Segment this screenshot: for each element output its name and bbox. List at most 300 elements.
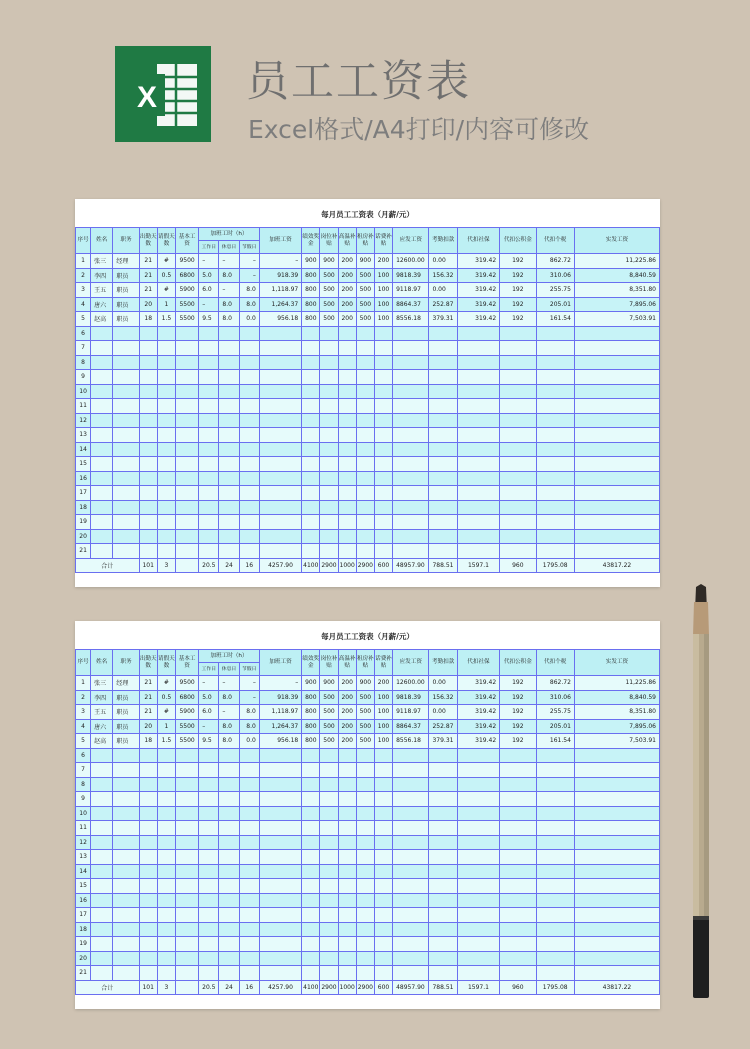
cell-empty[interactable] [536,399,574,414]
cell-empty[interactable] [393,413,429,428]
cell-empty[interactable] [175,399,198,414]
cell-seq[interactable]: 12 [76,835,91,850]
cell-empty[interactable] [338,399,356,414]
total-heat-allowance[interactable]: 1000 [338,980,356,995]
header-position[interactable]: 职务 [113,650,139,676]
cell-empty[interactable] [320,515,338,530]
cell-absence-deduct[interactable]: 156.32 [429,268,457,283]
header-attendance[interactable]: 出勤天数 [139,228,157,254]
cell-empty[interactable] [91,893,113,908]
cell-empty[interactable] [239,879,259,894]
cell-empty[interactable] [338,413,356,428]
cell-empty[interactable] [393,428,429,443]
total-ot-workday[interactable]: 20.5 [199,980,219,995]
cell-empty[interactable] [91,384,113,399]
cell-rent-allowance[interactable]: 500 [356,690,374,705]
header-ot-restday[interactable]: 休息日 [219,663,239,676]
cell-seq[interactable]: 19 [76,515,91,530]
cell-base-salary[interactable]: 5900 [175,705,198,720]
cell-empty[interactable] [175,966,198,981]
cell-empty[interactable] [219,413,239,428]
cell-empty[interactable] [239,908,259,923]
cell-empty[interactable] [320,355,338,370]
cell-empty[interactable] [239,515,259,530]
cell-empty[interactable] [239,864,259,879]
cell-empty[interactable] [157,384,175,399]
cell-bonus[interactable]: 800 [302,268,320,283]
cell-empty[interactable] [393,471,429,486]
cell-empty[interactable] [429,442,457,457]
cell-empty[interactable] [302,500,320,515]
total-ot-restday[interactable]: 24 [219,980,239,995]
cell-empty[interactable] [536,428,574,443]
cell-empty[interactable] [139,500,157,515]
cell-empty[interactable] [91,486,113,501]
cell-empty[interactable] [374,355,392,370]
cell-empty[interactable] [259,893,301,908]
cell-empty[interactable] [536,471,574,486]
total-gross[interactable]: 48957.90 [393,980,429,995]
cell-empty[interactable] [356,922,374,937]
cell-empty[interactable] [574,864,659,879]
cell-social-insurance[interactable]: 319.42 [457,268,499,283]
cell-empty[interactable] [157,821,175,836]
cell-empty[interactable] [139,428,157,443]
cell-empty[interactable] [113,908,139,923]
cell-empty[interactable] [429,471,457,486]
cell-ot-holiday[interactable]: – [239,254,259,269]
cell-empty[interactable] [536,457,574,472]
cell-empty[interactable] [393,864,429,879]
cell-empty[interactable] [157,879,175,894]
cell-empty[interactable] [429,951,457,966]
cell-empty[interactable] [574,413,659,428]
cell-empty[interactable] [356,864,374,879]
cell-ot-restday[interactable]: 8.0 [219,690,239,705]
cell-ot-pay[interactable]: 1,264.37 [259,719,301,734]
cell-empty[interactable] [393,384,429,399]
cell-empty[interactable] [139,341,157,356]
cell-empty[interactable] [457,748,499,763]
cell-empty[interactable] [157,777,175,792]
cell-empty[interactable] [457,893,499,908]
cell-empty[interactable] [338,471,356,486]
cell-empty[interactable] [393,908,429,923]
cell-empty[interactable] [259,763,301,778]
cell-empty[interactable] [374,529,392,544]
cell-empty[interactable] [239,370,259,385]
cell-empty[interactable] [429,937,457,952]
cell-position[interactable]: 职员 [113,705,139,720]
cell-empty[interactable] [457,355,499,370]
cell-empty[interactable] [574,384,659,399]
cell-empty[interactable] [320,370,338,385]
cell-position[interactable]: 职员 [113,297,139,312]
cell-ot-pay[interactable]: 918.39 [259,268,301,283]
cell-empty[interactable] [175,529,198,544]
cell-ot-holiday[interactable]: – [239,676,259,691]
cell-empty[interactable] [302,399,320,414]
cell-empty[interactable] [500,879,536,894]
cell-absence-deduct[interactable]: 0.00 [429,283,457,298]
cell-empty[interactable] [91,442,113,457]
cell-name[interactable]: 赵高 [91,312,113,327]
cell-empty[interactable] [91,471,113,486]
cell-empty[interactable] [457,442,499,457]
cell-heat-allowance[interactable]: 200 [338,312,356,327]
cell-empty[interactable] [219,486,239,501]
cell-position[interactable]: 经理 [113,254,139,269]
total-social-insurance[interactable]: 1597.1 [457,558,499,573]
totals-label[interactable]: 合计 [76,980,140,995]
cell-phone-allowance[interactable]: 100 [374,690,392,705]
cell-empty[interactable] [113,806,139,821]
total-attendance[interactable]: 101 [139,558,157,573]
cell-empty[interactable] [239,922,259,937]
cell-empty[interactable] [199,370,219,385]
cell-empty[interactable] [157,355,175,370]
cell-seq[interactable]: 16 [76,893,91,908]
cell-ot-workday[interactable]: – [199,297,219,312]
cell-empty[interactable] [239,893,259,908]
cell-empty[interactable] [219,428,239,443]
cell-empty[interactable] [393,951,429,966]
cell-attendance[interactable]: 18 [139,734,157,749]
cell-seq[interactable]: 8 [76,355,91,370]
cell-empty[interactable] [139,821,157,836]
cell-empty[interactable] [175,951,198,966]
cell-empty[interactable] [91,748,113,763]
cell-empty[interactable] [457,457,499,472]
cell-housing-fund[interactable]: 192 [500,283,536,298]
cell-post-allowance[interactable]: 900 [320,676,338,691]
cell-leave[interactable]: # [157,676,175,691]
cell-empty[interactable] [91,500,113,515]
cell-ot-pay[interactable]: – [259,676,301,691]
cell-empty[interactable] [219,806,239,821]
cell-empty[interactable] [302,879,320,894]
cell-post-allowance[interactable]: 500 [320,734,338,749]
cell-empty[interactable] [393,879,429,894]
total-base-salary[interactable] [175,558,198,573]
header-rent-allowance[interactable]: 租房补贴 [356,650,374,676]
cell-gross[interactable]: 8864.37 [393,719,429,734]
cell-social-insurance[interactable]: 319.42 [457,705,499,720]
cell-heat-allowance[interactable]: 200 [338,297,356,312]
cell-empty[interactable] [113,471,139,486]
cell-empty[interactable] [574,922,659,937]
cell-empty[interactable] [239,428,259,443]
cell-seq[interactable]: 3 [76,705,91,720]
cell-empty[interactable] [338,908,356,923]
cell-phone-allowance[interactable]: 100 [374,283,392,298]
cell-empty[interactable] [239,835,259,850]
cell-empty[interactable] [429,879,457,894]
cell-empty[interactable] [302,341,320,356]
cell-empty[interactable] [500,471,536,486]
cell-empty[interactable] [500,442,536,457]
cell-empty[interactable] [500,806,536,821]
cell-empty[interactable] [175,835,198,850]
cell-empty[interactable] [113,763,139,778]
cell-empty[interactable] [113,835,139,850]
cell-phone-allowance[interactable]: 100 [374,719,392,734]
cell-empty[interactable] [259,326,301,341]
cell-empty[interactable] [574,370,659,385]
cell-empty[interactable] [574,544,659,559]
cell-empty[interactable] [338,529,356,544]
cell-seq[interactable]: 18 [76,922,91,937]
cell-empty[interactable] [320,442,338,457]
cell-ot-holiday[interactable]: – [239,690,259,705]
cell-empty[interactable] [338,864,356,879]
cell-empty[interactable] [356,544,374,559]
cell-empty[interactable] [338,835,356,850]
cell-empty[interactable] [500,355,536,370]
cell-empty[interactable] [113,922,139,937]
cell-empty[interactable] [91,966,113,981]
cell-phone-allowance[interactable]: 100 [374,312,392,327]
total-ot-holiday[interactable]: 16 [239,558,259,573]
cell-empty[interactable] [356,850,374,865]
cell-leave[interactable]: # [157,705,175,720]
total-leave[interactable]: 3 [157,558,175,573]
cell-net-pay[interactable]: 7,503.91 [574,734,659,749]
cell-post-allowance[interactable]: 500 [320,297,338,312]
cell-empty[interactable] [157,457,175,472]
cell-ot-restday[interactable]: 8.0 [219,268,239,283]
cell-empty[interactable] [574,428,659,443]
cell-empty[interactable] [500,951,536,966]
cell-empty[interactable] [393,821,429,836]
cell-empty[interactable] [356,951,374,966]
header-ot-pay[interactable]: 加班工资 [259,228,301,254]
cell-empty[interactable] [536,864,574,879]
cell-empty[interactable] [259,792,301,807]
cell-empty[interactable] [113,879,139,894]
cell-empty[interactable] [302,355,320,370]
cell-empty[interactable] [91,922,113,937]
cell-empty[interactable] [574,893,659,908]
cell-empty[interactable] [457,326,499,341]
cell-empty[interactable] [356,835,374,850]
cell-empty[interactable] [338,777,356,792]
cell-bonus[interactable]: 800 [302,719,320,734]
cell-empty[interactable] [199,500,219,515]
cell-empty[interactable] [429,792,457,807]
cell-housing-fund[interactable]: 192 [500,719,536,734]
cell-empty[interactable] [536,355,574,370]
cell-attendance[interactable]: 21 [139,254,157,269]
cell-empty[interactable] [239,384,259,399]
cell-empty[interactable] [139,908,157,923]
cell-empty[interactable] [536,384,574,399]
header-leave[interactable]: 请假天数 [157,228,175,254]
cell-empty[interactable] [302,384,320,399]
cell-net-pay[interactable]: 11,225.86 [574,254,659,269]
cell-empty[interactable] [259,879,301,894]
cell-empty[interactable] [374,500,392,515]
cell-empty[interactable] [536,835,574,850]
cell-post-allowance[interactable]: 500 [320,719,338,734]
cell-empty[interactable] [139,529,157,544]
cell-empty[interactable] [113,937,139,952]
cell-position[interactable]: 职员 [113,283,139,298]
cell-ot-holiday[interactable]: 0.0 [239,312,259,327]
cell-empty[interactable] [338,500,356,515]
cell-net-pay[interactable]: 7,503.91 [574,312,659,327]
cell-empty[interactable] [374,806,392,821]
cell-empty[interactable] [91,413,113,428]
cell-empty[interactable] [139,442,157,457]
cell-housing-fund[interactable]: 192 [500,705,536,720]
cell-empty[interactable] [239,951,259,966]
cell-empty[interactable] [157,951,175,966]
cell-empty[interactable] [320,908,338,923]
cell-seq[interactable]: 10 [76,806,91,821]
cell-rent-allowance[interactable]: 500 [356,705,374,720]
cell-empty[interactable] [91,806,113,821]
cell-empty[interactable] [157,486,175,501]
cell-empty[interactable] [457,428,499,443]
cell-empty[interactable] [356,500,374,515]
cell-income-tax[interactable]: 161.54 [536,312,574,327]
cell-empty[interactable] [302,777,320,792]
cell-empty[interactable] [374,515,392,530]
cell-empty[interactable] [302,908,320,923]
cell-heat-allowance[interactable]: 200 [338,283,356,298]
cell-empty[interactable] [320,792,338,807]
header-rent-allowance[interactable]: 租房补贴 [356,228,374,254]
cell-name[interactable]: 李四 [91,268,113,283]
cell-empty[interactable] [356,471,374,486]
cell-empty[interactable] [302,457,320,472]
cell-empty[interactable] [356,748,374,763]
cell-empty[interactable] [457,937,499,952]
cell-position[interactable]: 职员 [113,690,139,705]
cell-empty[interactable] [536,486,574,501]
cell-empty[interactable] [302,893,320,908]
cell-empty[interactable] [219,355,239,370]
cell-empty[interactable] [457,806,499,821]
cell-heat-allowance[interactable]: 200 [338,705,356,720]
header-post-allowance[interactable]: 岗位补贴 [320,650,338,676]
total-bonus[interactable]: 4100 [302,980,320,995]
cell-ot-workday[interactable]: 6.0 [199,283,219,298]
cell-empty[interactable] [393,777,429,792]
cell-empty[interactable] [259,529,301,544]
cell-ot-workday[interactable]: – [199,676,219,691]
cell-empty[interactable] [393,529,429,544]
cell-empty[interactable] [429,529,457,544]
cell-gross[interactable]: 9818.39 [393,268,429,283]
cell-empty[interactable] [536,748,574,763]
cell-empty[interactable] [457,821,499,836]
cell-gross[interactable]: 8556.18 [393,734,429,749]
cell-empty[interactable] [239,529,259,544]
cell-empty[interactable] [157,922,175,937]
cell-empty[interactable] [199,951,219,966]
cell-phone-allowance[interactable]: 100 [374,734,392,749]
cell-base-salary[interactable]: 6800 [175,690,198,705]
cell-empty[interactable] [338,937,356,952]
cell-empty[interactable] [175,471,198,486]
cell-empty[interactable] [302,370,320,385]
cell-empty[interactable] [320,471,338,486]
cell-empty[interactable] [374,908,392,923]
cell-empty[interactable] [338,850,356,865]
cell-empty[interactable] [429,326,457,341]
cell-social-insurance[interactable]: 319.42 [457,297,499,312]
cell-seq[interactable]: 8 [76,777,91,792]
cell-income-tax[interactable]: 161.54 [536,734,574,749]
cell-position[interactable]: 职员 [113,719,139,734]
cell-seq[interactable]: 17 [76,486,91,501]
cell-empty[interactable] [393,544,429,559]
cell-empty[interactable] [239,937,259,952]
cell-ot-holiday[interactable]: 8.0 [239,705,259,720]
cell-empty[interactable] [457,951,499,966]
total-net-pay[interactable]: 43817.22 [574,980,659,995]
cell-empty[interactable] [113,355,139,370]
cell-empty[interactable] [91,792,113,807]
cell-empty[interactable] [259,370,301,385]
cell-housing-fund[interactable]: 192 [500,297,536,312]
cell-empty[interactable] [374,384,392,399]
cell-empty[interactable] [536,515,574,530]
header-social-insurance[interactable]: 代扣社保 [457,228,499,254]
cell-empty[interactable] [500,399,536,414]
cell-empty[interactable] [91,908,113,923]
cell-empty[interactable] [338,806,356,821]
cell-empty[interactable] [500,370,536,385]
cell-empty[interactable] [113,384,139,399]
cell-ot-pay[interactable]: 918.39 [259,690,301,705]
cell-empty[interactable] [356,529,374,544]
cell-heat-allowance[interactable]: 200 [338,719,356,734]
cell-seq[interactable]: 4 [76,297,91,312]
cell-empty[interactable] [259,442,301,457]
cell-empty[interactable] [239,544,259,559]
cell-empty[interactable] [157,908,175,923]
cell-empty[interactable] [199,821,219,836]
cell-gross[interactable]: 8556.18 [393,312,429,327]
cell-empty[interactable] [374,835,392,850]
cell-empty[interactable] [574,529,659,544]
cell-empty[interactable] [500,326,536,341]
cell-seq[interactable]: 4 [76,719,91,734]
cell-empty[interactable] [574,821,659,836]
cell-empty[interactable] [393,922,429,937]
cell-empty[interactable] [113,457,139,472]
cell-empty[interactable] [157,937,175,952]
cell-empty[interactable] [113,326,139,341]
cell-seq[interactable]: 1 [76,254,91,269]
cell-empty[interactable] [199,777,219,792]
cell-empty[interactable] [536,821,574,836]
cell-empty[interactable] [113,428,139,443]
cell-empty[interactable] [139,471,157,486]
cell-empty[interactable] [219,908,239,923]
cell-empty[interactable] [91,835,113,850]
cell-empty[interactable] [113,413,139,428]
cell-empty[interactable] [199,384,219,399]
cell-net-pay[interactable]: 7,895.06 [574,297,659,312]
total-leave[interactable]: 3 [157,980,175,995]
cell-empty[interactable] [139,777,157,792]
total-absence-deduct[interactable]: 788.51 [429,980,457,995]
cell-income-tax[interactable]: 310.06 [536,690,574,705]
